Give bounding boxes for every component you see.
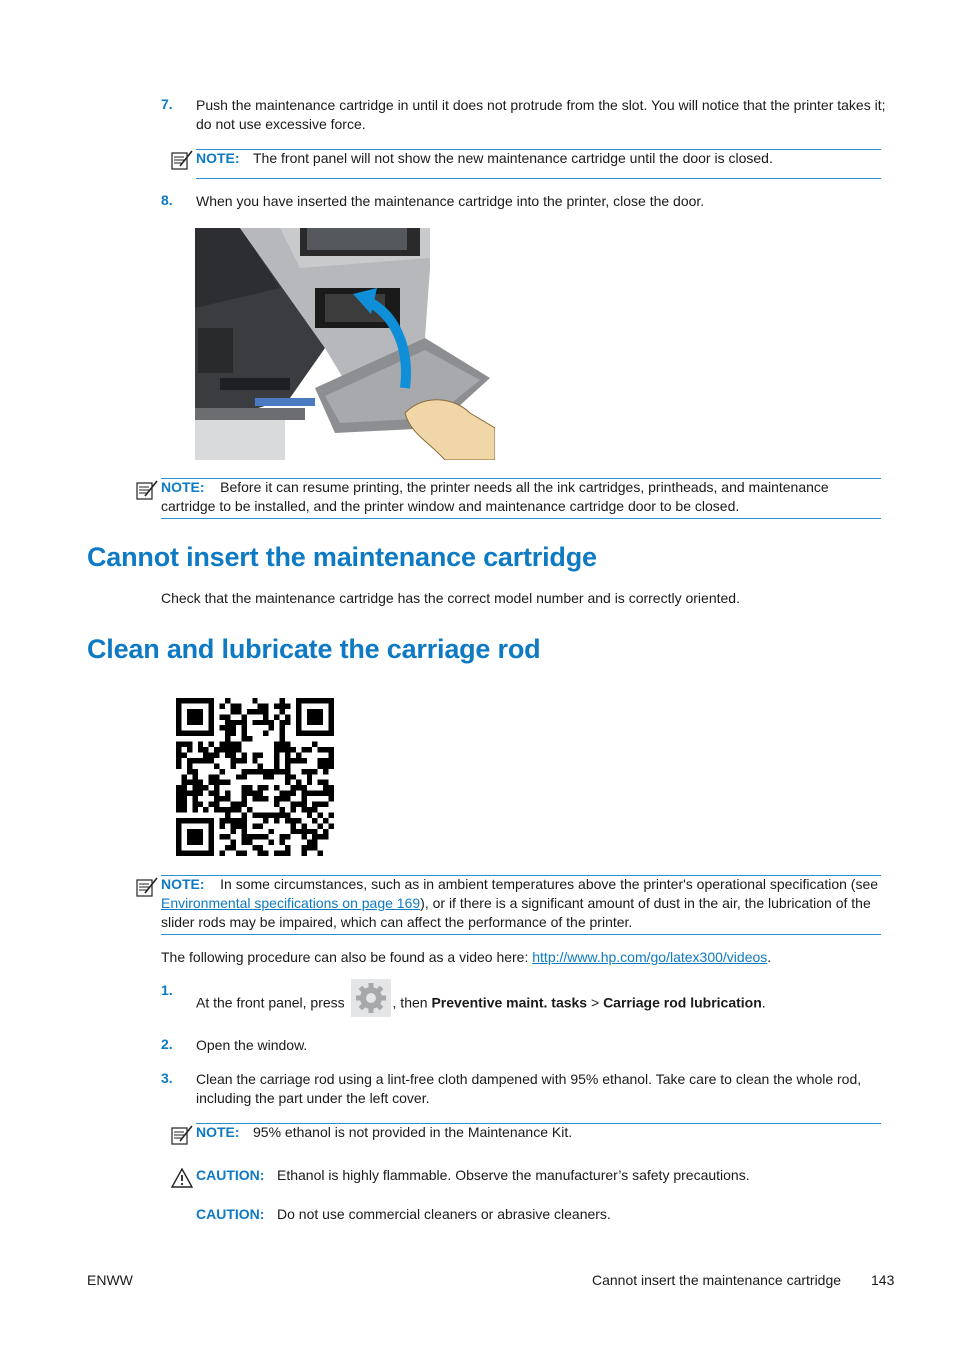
note-text: ), or if there is a significant amount of dust in the air, the lubrication of the slider rods may be impaired, which can affect the performance of the printer.: [161, 895, 871, 930]
video-paragraph: [161, 948, 881, 967]
step-number: 7.: [161, 96, 173, 112]
page-number: 143: [871, 1272, 895, 1288]
section-heading: Cannot insert the maintenance cartridge: [87, 542, 597, 572]
note-label: NOTE:: [196, 1124, 240, 1140]
caution-label: CAUTION:: [196, 1167, 265, 1183]
note-label: NOTE:: [161, 876, 205, 892]
footer-section-title: Cannot insert the maintenance cartridge: [592, 1272, 842, 1288]
note-text: In some circumstances, such as in ambient temperatures above the printer's operational specification (see: [220, 876, 879, 892]
note-label: NOTE:: [196, 150, 240, 166]
step-text: [196, 991, 886, 1017]
menu-path-item: Carriage rod lubrication: [603, 994, 762, 1011]
video-text: The following procedure can also be found as a video here:: [161, 949, 533, 965]
note-label: NOTE:: [161, 479, 205, 495]
step-text: When you have inserted the maintenance cartridge into the printer, close the door.: [196, 193, 705, 209]
step-text-part: At the front panel, press: [196, 994, 349, 1011]
caution-text: Do not use commercial cleaners or abrasive cleaners.: [277, 1206, 611, 1222]
step-number: 3.: [161, 1070, 173, 1086]
step-number: 1.: [161, 982, 173, 998]
caution-text: Ethanol is highly flammable. Observe the manufacturer’s safety precautions.: [277, 1167, 750, 1183]
note-text: 95% ethanol is not provided in the Maintenance Kit.: [253, 1124, 573, 1140]
step-text: Open the window.: [196, 1037, 308, 1053]
note-icon: [171, 150, 193, 170]
video-link[interactable]: http://www.hp.com/go/latex300/videos: [532, 949, 768, 965]
qr-code: [176, 698, 334, 856]
step-text: Clean the carriage rod using a lint-free cloth dampened with 95% ethanol. Take care to clean the whole rod, including the part under the left cover.: [196, 1071, 862, 1106]
note-text: Before it can resume printing, the printer needs all the ink cartridges, printheads, and maintenance cartridge to be installed, and the printer window and maintenance cartridge door to be closed.: [161, 479, 829, 514]
step-number: 8.: [161, 192, 173, 208]
footer-left: ENWW: [87, 1272, 133, 1288]
warning-triangle-icon: [171, 1168, 193, 1188]
menu-separator: >: [587, 994, 604, 1011]
punctuation: .: [761, 994, 766, 1011]
note-paragraph: [161, 875, 879, 932]
note-text: The front panel will not show the new maintenance cartridge until the door is closed.: [253, 150, 773, 166]
caution-label: CAUTION:: [196, 1206, 265, 1222]
settings-gear-icon[interactable]: [351, 979, 391, 1017]
note-paragraph: [161, 478, 879, 516]
note-icon: [171, 1125, 193, 1145]
section-body: Check that the maintenance cartridge has the correct model number and is correctly oriented.: [161, 590, 740, 606]
note-icon: [136, 877, 158, 897]
note-icon: [136, 480, 158, 500]
printer-door-illustration: [195, 228, 495, 460]
step-text-part: , then: [392, 994, 432, 1011]
menu-path-item: Preventive maint. tasks: [431, 994, 588, 1011]
section-heading: Clean and lubricate the carriage rod: [87, 634, 541, 664]
step-number: 2.: [161, 1036, 173, 1052]
env-spec-link[interactable]: Environmental specifications on page 169: [161, 895, 421, 911]
step-text: Push the maintenance cartridge in until it does not protrude from the slot. You will notice that the printer takes it; do not use excessive force.: [196, 97, 886, 132]
punctuation: .: [767, 949, 772, 965]
